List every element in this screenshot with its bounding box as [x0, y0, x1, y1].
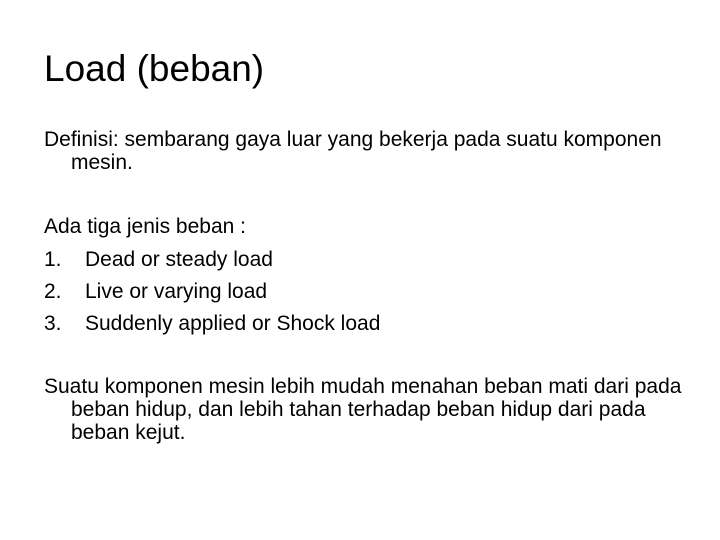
list-item-number: 2.	[44, 280, 62, 303]
list-item-label: Dead or steady load	[85, 248, 273, 271]
list-item	[44, 279, 694, 304]
types-intro: Ada tiga jenis beban :	[44, 215, 246, 238]
list-item	[44, 311, 694, 336]
slide-title: Load (beban)	[44, 48, 265, 89]
list-item-number: 3.	[44, 312, 62, 335]
list-item-number: 1.	[44, 248, 62, 271]
list-item-label: Suddenly applied or Shock load	[85, 312, 381, 335]
list-item-label: Live or varying load	[85, 280, 268, 303]
definition-text: Definisi: sembarang gaya luar yang bekerja pada suatu komponen mesin.	[44, 128, 662, 174]
slide-body	[44, 128, 694, 444]
load-types-list	[44, 247, 694, 336]
conclusion-text: Suatu komponen mesin lebih mudah menahan beban mati dari pada beban hidup, dan lebih tahan terhadap beban hidup dari pada beban kejut.	[44, 375, 682, 444]
list-item	[44, 247, 694, 272]
